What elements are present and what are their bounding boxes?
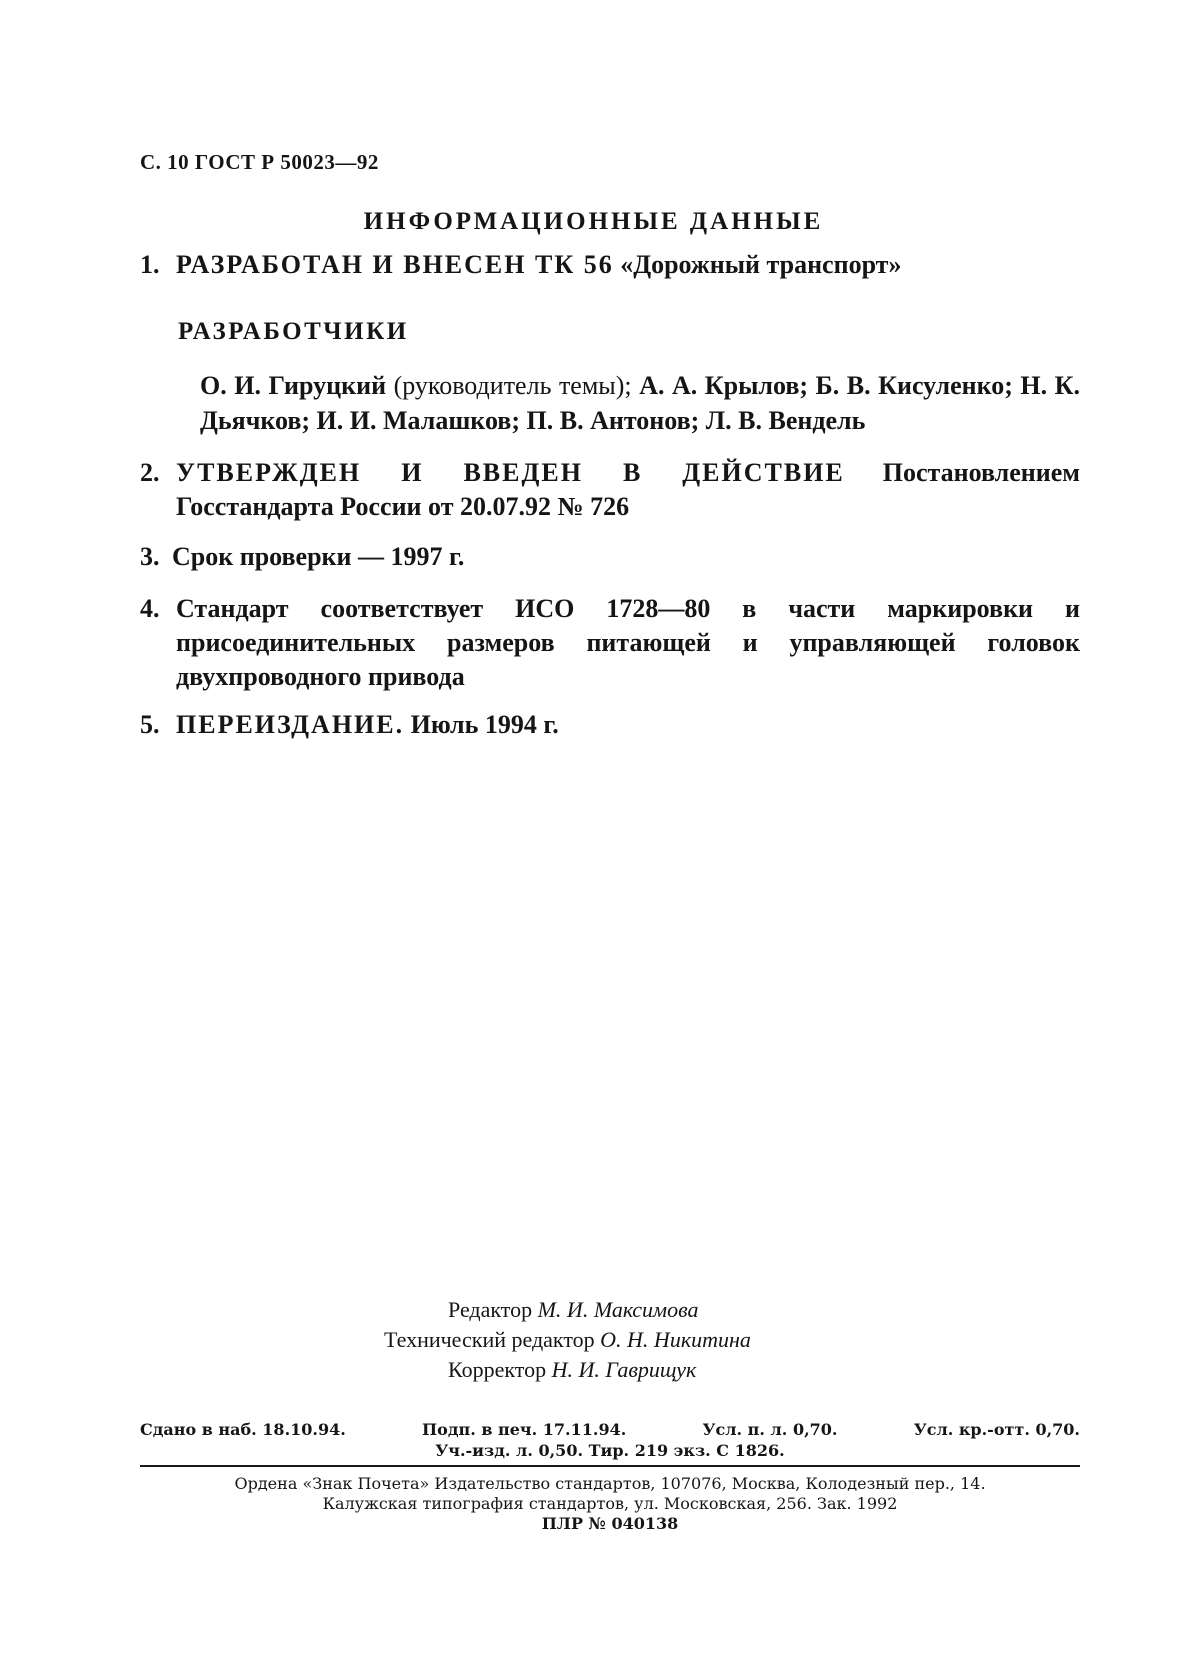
item-number: 1.: [140, 250, 160, 279]
info-item-3: [140, 540, 1080, 574]
item-text: Срок проверки — 1997 г.: [172, 542, 465, 571]
imprint-signed: Подп. в печ. 17.11.94.: [422, 1420, 627, 1439]
publisher-info: [140, 1474, 1080, 1534]
item-text: Июль 1994 г.: [404, 710, 559, 739]
item-caps-text: ПЕРЕИЗДАНИЕ.: [176, 710, 405, 739]
editor-name: М. И. Максимова: [537, 1297, 699, 1322]
item-number: 5.: [140, 710, 160, 739]
info-item-1: [140, 248, 1080, 282]
editor-credit: [448, 1295, 699, 1325]
lead-developer-name: О. И. Гируцкий: [200, 371, 387, 400]
info-item-4: [140, 592, 1080, 694]
section-title: ИНФОРМАЦИОННЫЕ ДАННЫЕ: [363, 208, 824, 235]
info-item-5: [140, 708, 1080, 742]
imprint-prints: Усл. кр.-отт. 0,70.: [913, 1420, 1080, 1439]
item-caps-text: УТВЕРЖДЕН И ВВЕДЕН В ДЕЙСТВИЕ: [176, 458, 845, 487]
item-number: 4.: [140, 594, 160, 623]
item-number: 2.: [140, 458, 160, 487]
divider-rule: [140, 1465, 1080, 1467]
page-header: С. 10 ГОСТ Р 50023—92: [140, 150, 379, 174]
imprint-sheets: Усл. п. л. 0,70.: [702, 1420, 838, 1439]
imprint-line-2: Уч.-изд. л. 0,50. Тир. 219 экз. С 1826.: [435, 1441, 785, 1460]
lead-developer-role: (руководитель темы);: [386, 371, 640, 400]
tech-editor-credit: [384, 1325, 751, 1355]
publisher-line-1: Ордена «Знак Почета» Издательство стандартов, 107076, Москва, Колодезный пер., 14.: [234, 1474, 986, 1493]
item-caps-text: РАЗРАБОТАН И ВНЕСЕН ТК 56: [176, 250, 614, 279]
proofreader-name: Н. И. Гаврищук: [551, 1357, 697, 1382]
other-developers: А. А. Крылов; Б. В. Кисуленко; Н. К. Дьячков; И. И. Малашков; П. В. Антонов; Л. В. Вендель: [200, 371, 1081, 435]
developers-heading: РАЗРАБОТЧИКИ: [178, 318, 409, 345]
print-imprint: [140, 1420, 1080, 1460]
developers-list: [200, 368, 1080, 438]
item-text: Постановлением Госстандарта России от 20.07.92 № 726: [176, 458, 1080, 521]
tech-editor-name: О. Н. Никитина: [600, 1327, 751, 1352]
editor-role: Редактор: [448, 1297, 538, 1322]
imprint-submitted: Сдано в наб. 18.10.94.: [140, 1420, 346, 1439]
tech-editor-role: Технический редактор: [384, 1327, 601, 1352]
item-text: «Дорожный транспорт»: [613, 250, 902, 279]
item-text: Стандарт соответствует ИСО 1728—80 в части маркировки и присоединительных размеров питающей и управляющей головок двухпроводного привода: [176, 594, 1080, 691]
proofreader-credit: [448, 1355, 696, 1385]
publisher-line-2: Калужская типография стандартов, ул. Московская, 256. Зак. 1992: [322, 1494, 898, 1513]
proofreader-role: Корректор: [448, 1357, 552, 1382]
publisher-line-3: ПЛР № 040138: [541, 1514, 679, 1533]
info-item-2: [140, 456, 1080, 524]
item-number: 3.: [140, 542, 160, 571]
